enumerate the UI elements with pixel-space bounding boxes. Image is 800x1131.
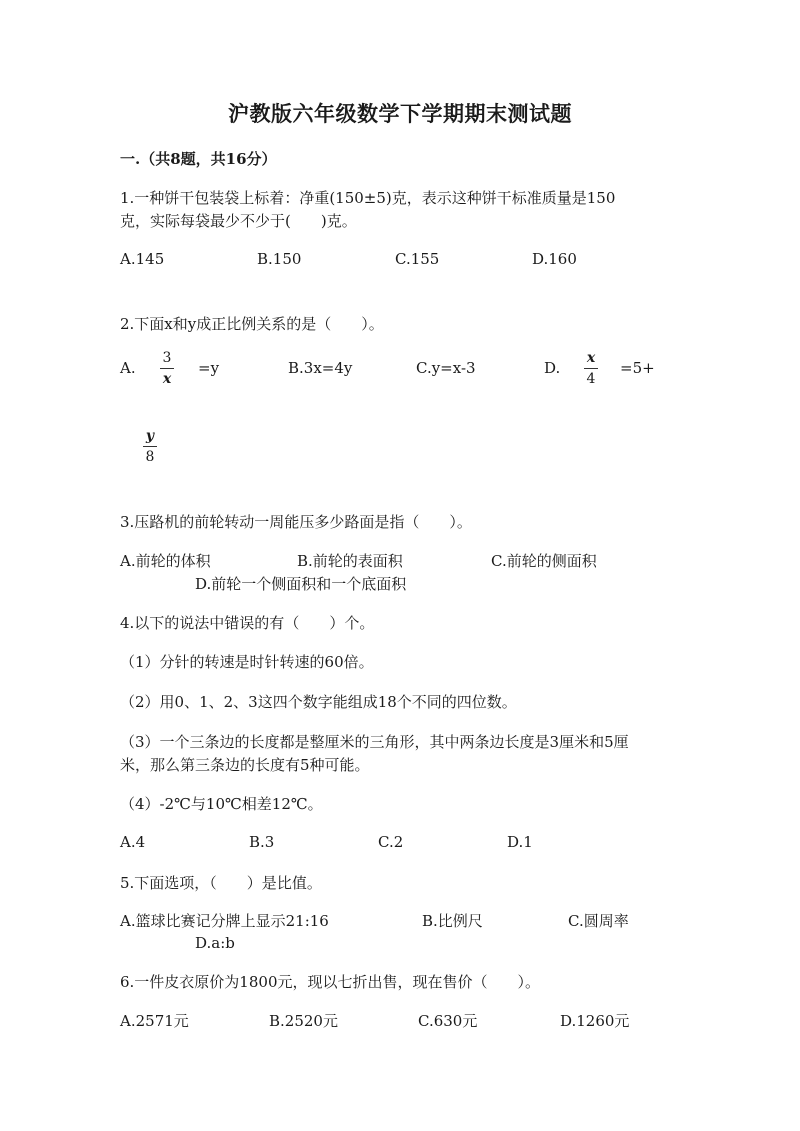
q4-statement-4: （4）-2℃与10℃相差12℃。 [120, 795, 323, 813]
q1-stem-line1: 1.一种饼干包装袋上标着：净重(150±5)克，表示这种饼干标准质量是150 [120, 189, 616, 207]
q2-option-d-tail: =5+ [620, 359, 655, 377]
fraction-denominator: 4 [586, 371, 596, 387]
q5-stem: 5.下面选项，（ ）是比值。 [120, 874, 322, 892]
q5-option-a: A.篮球比赛记分牌上显示21:16 [120, 912, 329, 930]
q2-option-d-fraction [584, 350, 598, 387]
q4-stem: 4.以下的说法中错误的有（ ）个。 [120, 614, 375, 632]
fraction-numerator: 3 [162, 350, 172, 366]
fraction-bar [143, 446, 157, 447]
fraction-numerator: y [145, 428, 155, 444]
q2-option-d-label: D. [544, 359, 561, 377]
q4-statement-3-line1: （3）一个三条边的长度都是整厘米的三角形，其中两条边长度是3厘米和5厘 [120, 733, 629, 751]
q4-option-c: C.2 [378, 833, 404, 851]
q4-statement-1: （1）分针的转速是时针转速的60倍。 [120, 653, 374, 671]
q3-option-a: A.前轮的体积 [120, 552, 211, 570]
q2-option-a-tail: =y [198, 359, 220, 377]
q1-option-b: B.150 [257, 250, 302, 268]
q3-option-d: D.前轮一个侧面积和一个底面积 [195, 575, 407, 593]
q3-option-c: C.前轮的侧面积 [491, 552, 597, 570]
q6-option-b: B.2520元 [269, 1012, 338, 1030]
fraction-denominator: 8 [145, 449, 155, 465]
q3-option-b: B.前轮的表面积 [297, 552, 403, 570]
q5-option-d: D.a:b [195, 934, 235, 952]
fraction-bar [584, 368, 598, 369]
q2-option-a-fraction [160, 350, 174, 387]
q1-option-a: A.145 [120, 250, 165, 268]
q1-stem-line2: 克，实际每袋最少不少于( )克。 [120, 212, 357, 230]
q2-option-c: C.y=x-3 [416, 359, 476, 377]
q6-stem: 6.一件皮衣原价为1800元，现以七折出售，现在售价（ ）。 [120, 973, 540, 991]
q1-option-c: C.155 [395, 250, 440, 268]
q1-option-d: D.160 [532, 250, 577, 268]
page-title: 沪教版六年级数学下学期期末测试题 [228, 101, 572, 126]
q6-option-a: A.2571元 [120, 1012, 189, 1030]
q6-option-c: C.630元 [418, 1012, 478, 1030]
fraction-numerator: x [586, 350, 596, 366]
section-heading: 一.（共8题，共16分） [120, 150, 277, 168]
q2-stem: 2.下面x和y成正比例关系的是（ ）。 [120, 315, 384, 333]
q3-stem: 3.压路机的前轮转动一周能压多少路面是指（ ）。 [120, 513, 472, 531]
q2-option-d-fraction-2 [143, 428, 157, 465]
q6-option-d: D.1260元 [560, 1012, 630, 1030]
q2-option-a-label: A. [120, 359, 136, 377]
q2-option-b: B.3x=4y [288, 359, 353, 377]
q4-option-d: D.1 [507, 833, 533, 851]
fraction-bar [160, 368, 174, 369]
q5-option-c: C.圆周率 [568, 912, 629, 930]
fraction-denominator: x [162, 371, 172, 387]
q4-option-b: B.3 [249, 833, 275, 851]
q4-option-a: A.4 [120, 833, 146, 851]
q4-statement-3-line2: 米，那么第三条边的长度有5种可能。 [120, 756, 370, 774]
q4-statement-2: （2）用0、1、2、3这四个数字能组成18个不同的四位数。 [120, 693, 517, 711]
q5-option-b: B.比例尺 [422, 912, 483, 930]
